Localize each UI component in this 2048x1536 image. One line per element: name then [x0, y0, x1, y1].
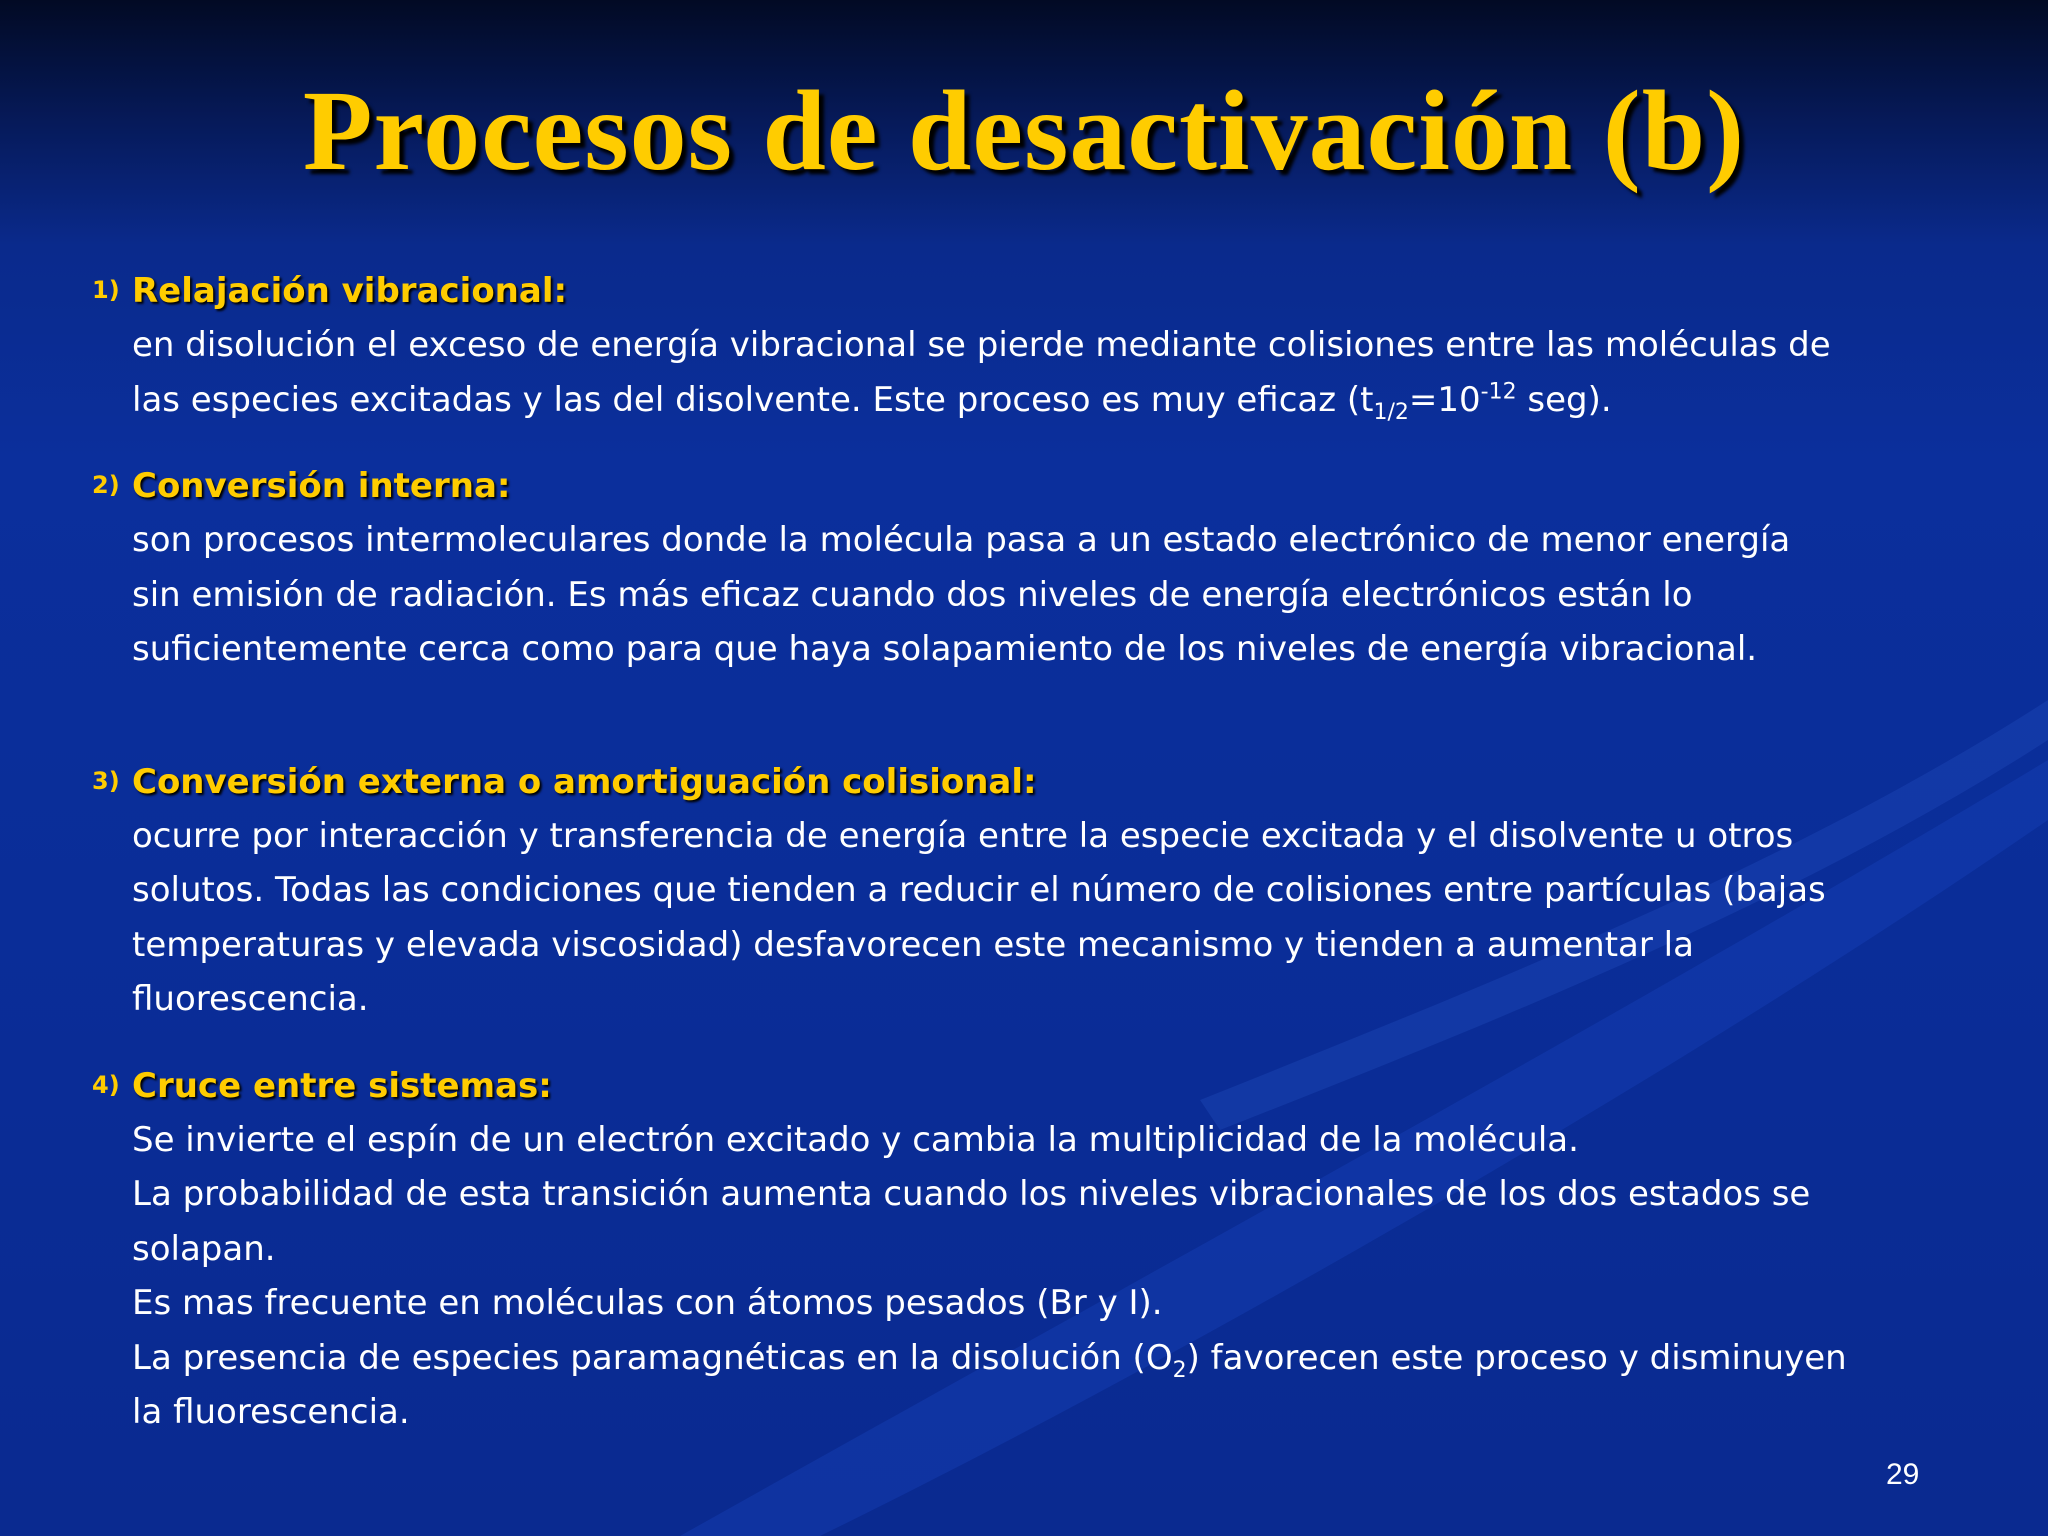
item-text-line: solapan. [132, 1228, 276, 1269]
item-text-line [132, 1331, 1992, 1386]
text-fragment: seg). [1516, 379, 1612, 420]
list-item [92, 755, 1992, 1027]
item-number: 1) [92, 276, 120, 304]
page-number: 29 [1886, 1458, 1920, 1491]
item-text-line: Es mas frecuente en moléculas con átomos pesados (Br y I). [132, 1283, 1163, 1323]
item-text-line: Se invierte el espín de un electrón excitado y cambia la multiplicidad de la molécula. [132, 1119, 1579, 1160]
text-fragment: La presencia de especies paramagnéticas en la disolución (O [132, 1337, 1173, 1378]
item-heading: Relajación vibracional: [132, 271, 568, 311]
list-item [92, 264, 1992, 427]
superscript: -12 [1480, 379, 1517, 405]
item-heading: Conversión interna: [132, 466, 511, 506]
item-text-line: temperaturas y elevada viscosidad) desfavorecen este mecanismo y tienden a aumentar la [132, 924, 1694, 965]
item-text-line: la fluorescencia. [132, 1392, 410, 1432]
item-number: 2) [92, 471, 120, 499]
text-fragment: ) favorecen este proceso y disminuyen [1186, 1337, 1847, 1378]
item-text-line: en disolución el exceso de energía vibracional se pierde mediante colisiones entre las moléculas de [132, 325, 1831, 365]
item-heading: Conversión externa o amortiguación colisional: [132, 761, 1037, 802]
item-text-line: La probabilidad de esta transición aumenta cuando los niveles vibracionales de los dos estados se [132, 1174, 1811, 1214]
item-number: 3) [92, 766, 120, 795]
list-item [92, 459, 1992, 677]
item-text-line: sin emisión de radiación. Es más eficaz cuando dos niveles de energía electrónicos están lo [132, 574, 1693, 615]
item-heading: Cruce entre sistemas: [132, 1065, 552, 1106]
item-number: 4) [92, 1070, 120, 1099]
subscript: 1/2 [1373, 399, 1409, 425]
item-text-line: son procesos intermoleculares donde la molécula pasa a un estado electrónico de menor energía [132, 520, 1791, 560]
content-list [92, 264, 1992, 1440]
item-text-line: ocurre por interacción y transferencia de energía entre la especie excitada y el disolvente u otros [132, 815, 1794, 856]
item-text-line: suficientemente cerca como para que haya solapamiento de los niveles de energía vibracional. [132, 629, 1758, 669]
slide-title: Procesos de desactivación (b) [302, 67, 1746, 194]
list-item [92, 1059, 1992, 1440]
text-fragment: las especies excitadas y las del disolvente. Este proceso es muy eficaz (t [132, 379, 1374, 420]
item-text-line: fluorescencia. [132, 979, 369, 1019]
item-text-line: solutos. Todas las condiciones que tienden a reducir el número de colisiones entre partículas (bajas [132, 870, 1826, 910]
text-fragment: =10 [1408, 379, 1481, 420]
item-text-line [132, 373, 1992, 428]
subscript: 2 [1172, 1357, 1187, 1383]
